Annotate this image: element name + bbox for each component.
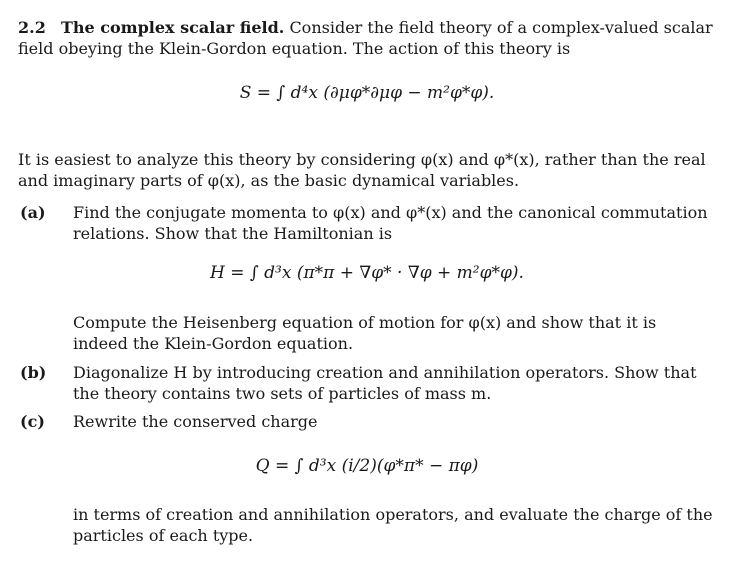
part-c-followup: in terms of creation and annihilation operators, and evaluate the charge of the particles of each type. bbox=[73, 505, 713, 545]
charge-equation bbox=[0, 455, 734, 477]
section-number: 2.2 bbox=[18, 18, 46, 37]
part-c-label: (c) bbox=[20, 412, 45, 431]
problem-header bbox=[18, 18, 718, 60]
part-b-text: Diagonalize H by introducing creation and annihilation operators. Show that the theory contains two sets of particles of mass m. bbox=[73, 363, 697, 403]
section-title: The complex scalar field. bbox=[60, 18, 285, 37]
hamiltonian-equation bbox=[0, 262, 734, 284]
part-a-text: Find the conjugate momenta to φ(x) and φ*(x) and the canonical commutation relations. Show that the Hamiltonian is bbox=[73, 203, 708, 243]
part-c-text: Rewrite the conserved charge bbox=[73, 412, 318, 431]
part-a-followup: Compute the Heisenberg equation of motion for φ(x) and show that it is indeed the Klein-Gordon equation. bbox=[73, 313, 657, 353]
section-intro: Consider the field theory of a complex-valued scalar field obeying the Klein-Gordon equation. The action of this theory is bbox=[18, 18, 713, 58]
action-equation-text: S = ∫ d⁴x (∂μφ*∂μφ − m²φ*φ). bbox=[239, 83, 495, 103]
part-b-label: (b) bbox=[20, 363, 47, 382]
action-equation bbox=[0, 82, 734, 104]
hamiltonian-equation-text: H = ∫ d³x (π*π + ∇φ* · ∇φ + m²φ*φ). bbox=[210, 263, 524, 283]
charge-equation-text: Q = ∫ d³x (i/2)(φ*π* − πφ) bbox=[255, 456, 479, 476]
part-a-label: (a) bbox=[20, 203, 46, 222]
intro-paragraph: It is easiest to analyze this theory by considering φ(x) and φ*(x), rather than the real and imaginary parts of φ(x), as the basic dynamical variables. bbox=[18, 150, 706, 190]
